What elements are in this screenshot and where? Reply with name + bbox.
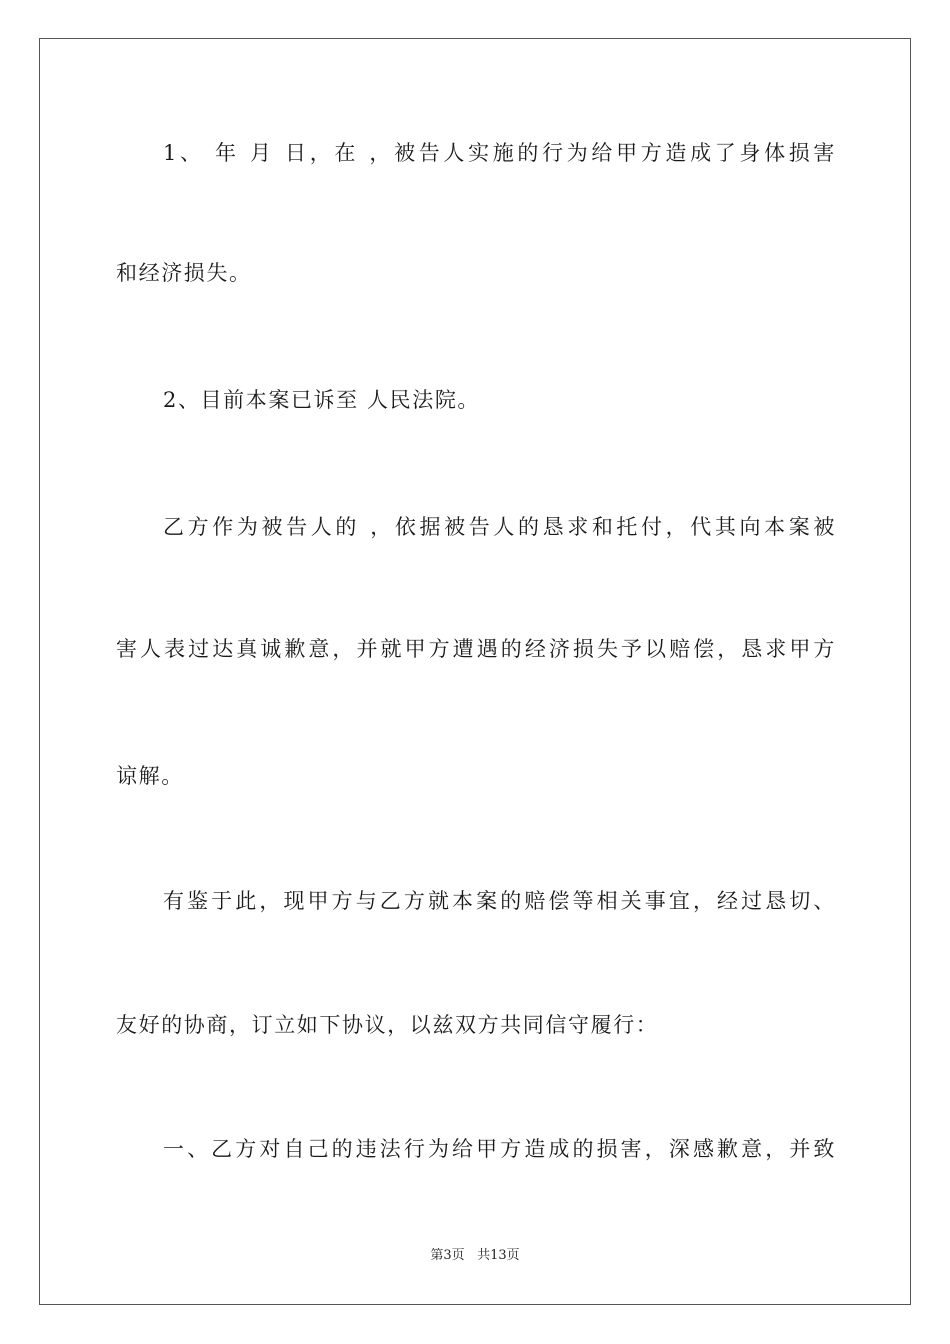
paragraph-line: 1、 年 月 日，在 ，被告人实施的行为给甲方造成了身体损害 xyxy=(163,141,836,165)
paragraph-line: 和经济损失。 xyxy=(116,261,252,285)
paragraph-line: 2、目前本案已诉至 人民法院。 xyxy=(163,388,481,412)
page-footer xyxy=(0,1247,950,1265)
page-border xyxy=(39,38,911,1305)
paragraph-line: 友好的协商，订立如下协议，以兹双方共同信守履行： xyxy=(116,1013,659,1037)
page-total: 共13页 xyxy=(477,1248,520,1263)
paragraph-line: 害人表过达真诚歉意，并就甲方遭遇的经济损失予以赔偿，恳求甲方 xyxy=(116,637,836,661)
page-number: 第3页 xyxy=(430,1248,465,1263)
paragraph-line: 乙方作为被告人的 ，依据被告人的恳求和托付，代其向本案被 xyxy=(163,515,836,539)
paragraph-line: 一、乙方对自己的违法行为给甲方造成的损害，深感歉意，并致 xyxy=(163,1137,836,1161)
paragraph-line: 有鉴于此，现甲方与乙方就本案的赔偿等相关事宜，经过恳切、 xyxy=(163,889,836,913)
paragraph-line: 谅解。 xyxy=(116,764,184,788)
